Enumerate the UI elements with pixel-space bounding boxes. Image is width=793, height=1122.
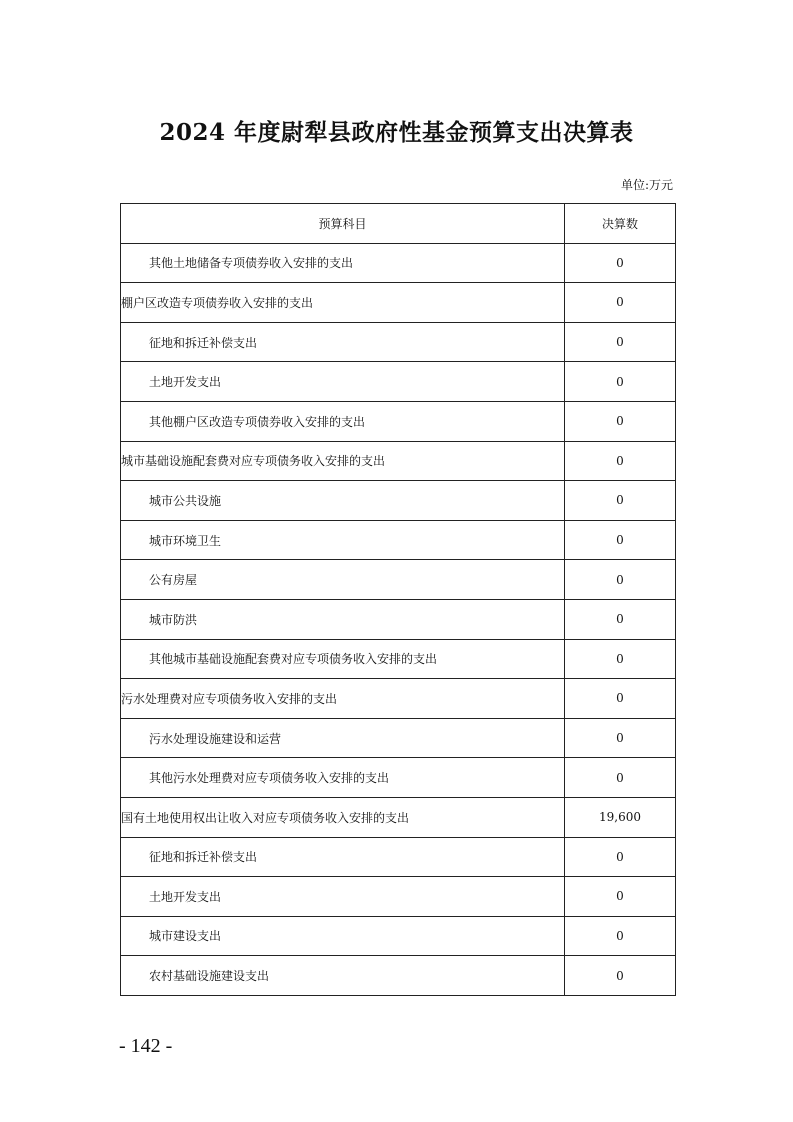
row-amount: 0 xyxy=(565,243,676,283)
row-subject: 土地开发支出 xyxy=(121,362,565,402)
row-amount: 0 xyxy=(565,639,676,679)
row-subject: 土地开发支出 xyxy=(121,877,565,917)
header-final-amount: 决算数 xyxy=(565,204,676,244)
row-subject: 征地和拆迁补偿支出 xyxy=(121,322,565,362)
row-amount: 0 xyxy=(565,758,676,798)
table-row xyxy=(121,401,676,441)
row-subject: 污水处理费对应专项债务收入安排的支出 xyxy=(121,679,565,719)
row-amount: 0 xyxy=(565,520,676,560)
row-subject: 棚户区改造专项债券收入安排的支出 xyxy=(121,283,565,323)
table-row xyxy=(121,560,676,600)
table-row xyxy=(121,481,676,521)
table-body xyxy=(121,243,676,995)
row-amount: 0 xyxy=(565,322,676,362)
row-subject: 城市公共设施 xyxy=(121,481,565,521)
row-subject: 城市环境卫生 xyxy=(121,520,565,560)
unit-label: 单位:万元 xyxy=(620,178,673,192)
table-row xyxy=(121,758,676,798)
row-amount: 0 xyxy=(565,283,676,323)
table-row xyxy=(121,322,676,362)
row-subject: 公有房屋 xyxy=(121,560,565,600)
row-amount: 0 xyxy=(565,441,676,481)
row-amount: 0 xyxy=(565,916,676,956)
table-row xyxy=(121,520,676,560)
table-row xyxy=(121,877,676,917)
table-row xyxy=(121,837,676,877)
row-amount: 0 xyxy=(565,599,676,639)
row-amount: 0 xyxy=(565,560,676,600)
row-subject: 其他城市基础设施配套费对应专项债务收入安排的支出 xyxy=(121,639,565,679)
page-title: 2024 年度尉犁县政府性基金预算支出决算表 xyxy=(159,119,634,146)
row-subject: 污水处理设施建设和运营 xyxy=(121,718,565,758)
table-row xyxy=(121,956,676,996)
header-budget-subject: 预算科目 xyxy=(121,204,565,244)
row-subject: 其他棚户区改造专项债券收入安排的支出 xyxy=(121,401,565,441)
table-row xyxy=(121,362,676,402)
table-row xyxy=(121,916,676,956)
table-row xyxy=(121,441,676,481)
table-header-row xyxy=(121,204,676,244)
row-subject: 城市建设支出 xyxy=(121,916,565,956)
table-row xyxy=(121,797,676,837)
row-amount: 0 xyxy=(565,718,676,758)
budget-table xyxy=(120,203,676,996)
table-row xyxy=(121,243,676,283)
row-subject: 国有土地使用权出让收入对应专项债务收入安排的支出 xyxy=(121,797,565,837)
row-amount: 0 xyxy=(565,837,676,877)
table-row xyxy=(121,639,676,679)
row-amount: 0 xyxy=(565,956,676,996)
row-amount: 0 xyxy=(565,362,676,402)
row-amount: 19,600 xyxy=(565,797,676,837)
row-amount: 0 xyxy=(565,679,676,719)
row-subject: 城市防洪 xyxy=(121,599,565,639)
table-row xyxy=(121,679,676,719)
row-amount: 0 xyxy=(565,401,676,441)
table-row xyxy=(121,283,676,323)
table-row xyxy=(121,718,676,758)
row-amount: 0 xyxy=(565,877,676,917)
page-number: - 142 - xyxy=(119,1035,173,1057)
row-amount: 0 xyxy=(565,481,676,521)
row-subject: 城市基础设施配套费对应专项债务收入安排的支出 xyxy=(121,441,565,481)
table-row xyxy=(121,599,676,639)
row-subject: 其他土地储备专项债券收入安排的支出 xyxy=(121,243,565,283)
row-subject: 农村基础设施建设支出 xyxy=(121,956,565,996)
row-subject: 征地和拆迁补偿支出 xyxy=(121,837,565,877)
row-subject: 其他污水处理费对应专项债务收入安排的支出 xyxy=(121,758,565,798)
